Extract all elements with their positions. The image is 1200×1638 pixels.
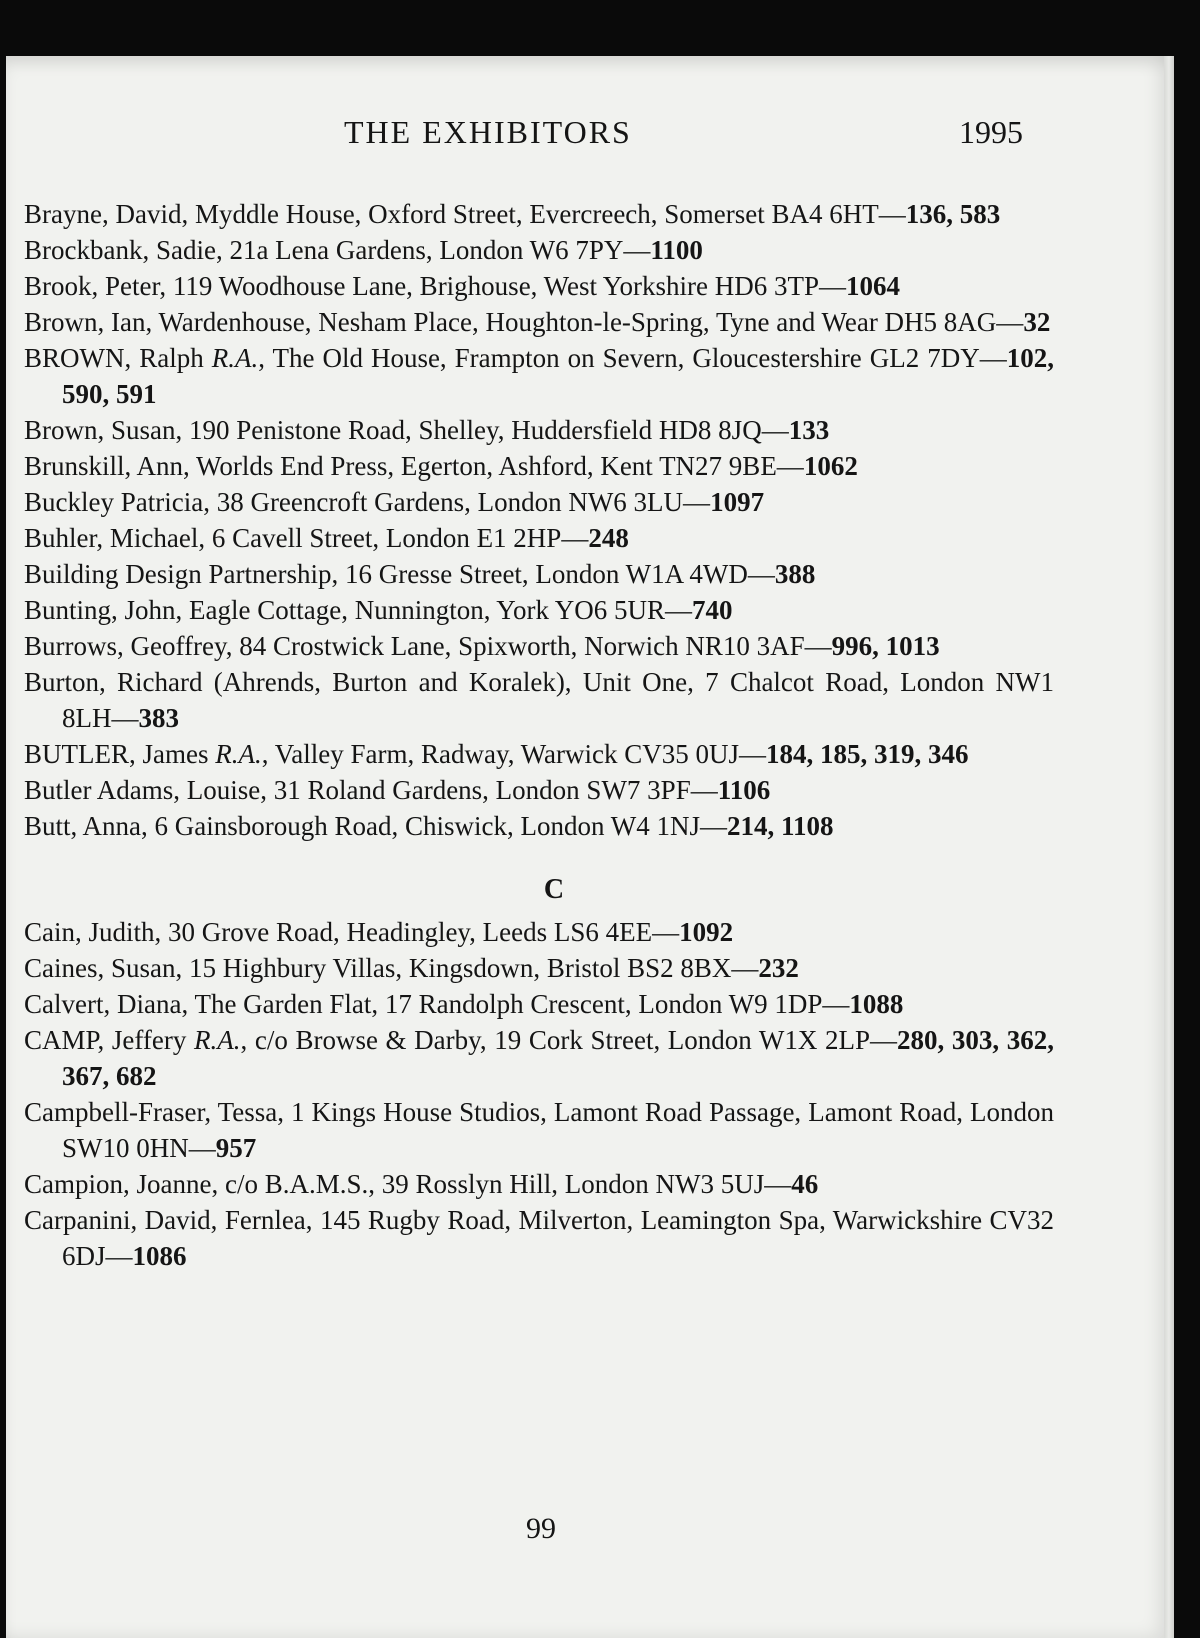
catalogue-numbers: 1064 [846,271,901,301]
catalogue-numbers: 214, 1108 [726,811,834,841]
entry-text: Burrows, Geoffrey, 84 Crostwick Lane, Spixworth, Norwich NR10 3AF— [24,631,832,661]
catalogue-numbers: 184, 185, 319, 346 [766,739,969,769]
entry-text: Building Design Partnership, 16 Gresse Street, London W1A 4WD— [24,559,775,589]
catalogue-numbers: 1100 [650,235,703,265]
header-title: THE EXHIBITORS [344,114,632,150]
entry-text: BROWN, Ralph R.A., The Old House, Frampton on Severn, Gloucestershire GL2 7DY— [24,343,1007,373]
exhibitor-entry [24,914,1054,950]
exhibitor-entries-c [24,914,1054,1274]
entry-text: Brunskill, Ann, Worlds End Press, Egerton, Ashford, Kent TN27 9BE— [24,451,804,481]
exhibitor-entry [24,1166,1054,1202]
exhibitor-entry [24,1094,1054,1166]
exhibitor-entry [24,736,1054,772]
catalogue-numbers: 1062 [803,451,858,481]
book-page [6,56,1174,1638]
catalogue-numbers: 102, 590, 591 [62,343,1055,409]
entry-text: Campion, Joanne, c/o B.A.M.S., 39 Rosslyn Hill, London NW3 5UJ— [24,1169,792,1199]
exhibitor-entry [24,304,1054,340]
catalogue-numbers: 232 [758,953,799,983]
catalogue-numbers: 136, 583 [905,199,1001,229]
entry-text: CAMP, Jeffery R.A., c/o Browse & Darby, 19 Cork Street, London W1X 2LP— [24,1025,898,1055]
page-number: 99 [526,1512,556,1545]
entry-text: Buhler, Michael, 6 Cavell Street, London E1 2HP— [24,523,589,553]
entry-text: Campbell-Fraser, Tessa, 1 Kings House Studios, Lamont Road Passage, Lamont Road, London SW10 0HN— [24,1097,1054,1163]
entry-text: Carpanini, David, Fernlea, 145 Rugby Road, Milverton, Leamington Spa, Warwickshire CV32 6DJ— [24,1205,1054,1271]
catalogue-numbers: 133 [788,415,830,445]
exhibitor-entry [24,1022,1054,1094]
catalogue-numbers: 1088 [849,989,904,1019]
exhibitor-entry [24,484,1054,520]
exhibitor-entry [24,520,1054,556]
header-year: 1995 [959,114,1023,150]
exhibitor-entry [24,628,1054,664]
exhibitor-entry [24,592,1054,628]
entry-text: Butt, Anna, 6 Gainsborough Road, Chiswick, London W4 1NJ— [24,811,727,841]
catalogue-numbers: 1086 [132,1241,187,1271]
entry-text: Caines, Susan, 15 Highbury Villas, Kingsdown, Bristol BS2 8BX— [24,953,759,983]
exhibitor-entry [24,196,1054,232]
entry-text: Brockbank, Sadie, 21a Lena Gardens, London W6 7PY— [24,235,651,265]
catalogue-numbers: 1097 [710,487,765,517]
entry-text: Brown, Susan, 190 Penistone Road, Shelley, Huddersfield HD8 8JQ— [24,415,789,445]
exhibitor-entry [24,808,1054,844]
exhibitor-entry [24,448,1054,484]
exhibitor-list [24,196,1054,1274]
catalogue-numbers: 996, 1013 [831,631,940,661]
exhibitor-entry [24,1202,1054,1274]
exhibitor-entry [24,232,1054,268]
running-header [6,114,1174,158]
catalogue-numbers: 388 [774,559,816,589]
entry-text: Calvert, Diana, The Garden Flat, 17 Randolph Crescent, London W9 1DP— [24,989,850,1019]
entry-text: Butler Adams, Louise, 31 Roland Gardens, London SW7 3PF— [24,775,718,805]
catalogue-numbers: 383 [138,703,179,733]
entry-text: Cain, Judith, 30 Grove Road, Headingley, Leeds LS6 4EE— [24,917,680,947]
entry-text: Brook, Peter, 119 Woodhouse Lane, Brighouse, West Yorkshire HD6 3TP— [24,271,847,301]
catalogue-numbers: 46 [791,1169,819,1199]
section-letter: C [543,874,565,905]
entry-text: Brown, Ian, Wardenhouse, Nesham Place, Houghton-le-Spring, Tyne and Wear DH5 8AG— [24,307,1024,337]
exhibitor-entry [24,664,1054,736]
entry-text: Burton, Richard (Ahrends, Burton and Koralek), Unit One, 7 Chalcot Road, London NW1 8LH— [24,667,1054,733]
exhibitor-entry [24,556,1054,592]
exhibitor-entry [24,268,1054,304]
exhibitor-entry [24,950,1054,986]
page-edge [1164,56,1174,1638]
exhibitor-entry [24,986,1054,1022]
catalogue-numbers: 957 [215,1133,257,1163]
catalogue-numbers: 32 [1023,307,1051,337]
entry-text: Brayne, David, Myddle House, Oxford Street, Evercreech, Somerset BA4 6HT— [24,199,906,229]
catalogue-numbers: 740 [692,595,733,625]
exhibitor-entry [24,412,1054,448]
exhibitor-entries-b [24,196,1054,844]
exhibitor-entry [24,772,1054,808]
entry-text: BUTLER, James R.A., Valley Farm, Radway, Warwick CV35 0UJ— [24,739,766,769]
exhibitor-entry [24,340,1054,412]
catalogue-numbers: 1106 [717,775,771,805]
entry-text: Bunting, John, Eagle Cottage, Nunnington, York YO6 5UR— [24,595,692,625]
catalogue-numbers: 280, 303, 362, 367, 682 [62,1025,1055,1091]
catalogue-numbers: 248 [588,523,629,553]
entry-text: Buckley Patricia, 38 Greencroft Gardens, London NW6 3LU— [24,487,711,517]
catalogue-numbers: 1092 [679,917,734,947]
